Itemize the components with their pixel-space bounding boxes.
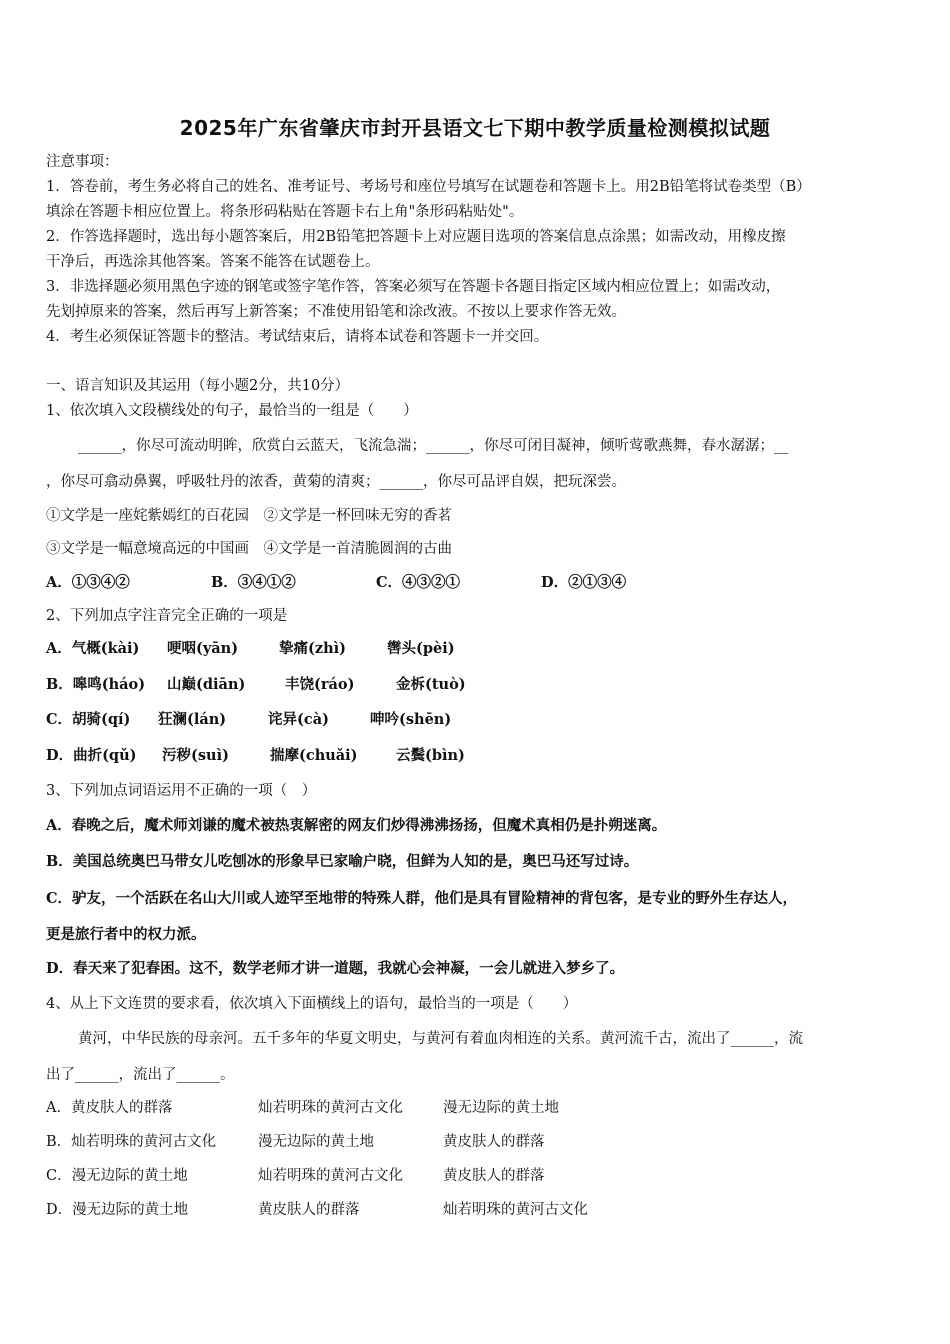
question-2-stem: 2、下列加点字注音完全正确的一项是: [46, 608, 288, 624]
notice-heading: 注意事项：: [46, 154, 119, 170]
question-1-passage: ，你尽可翕动鼻翼，呼吸牡丹的浓香，黄菊的清爽；______，你尽可品评自娱，把玩深尝。: [46, 474, 626, 490]
question-4-option-a[interactable]: [46, 1098, 910, 1118]
question-2-option-a[interactable]: [46, 639, 910, 659]
question-3-option-d[interactable]: D．春天来了犯春困。这不，数学老师才讲一道题，我就心会神凝，一会儿就进入梦乡了。: [46, 960, 625, 977]
question-3-stem: 3、下列加点词语运用不正确的一项（ ）: [46, 783, 317, 799]
question-1-passage: ______，你尽可流动明眸，欣赏白云蓝天，飞流急湍；______，你尽可闭目凝神，倾听莺歌燕舞，春水潺潺；__: [78, 438, 789, 454]
option-d[interactable]: D．②①③④: [541, 574, 627, 591]
question-1-stem: 1、依次填入文段横线处的句子，最恰当的一组是（ ）: [46, 403, 418, 419]
question-4-stem: 4、从上下文连贯的要求看，依次填入下面横线上的语句，最恰当的一项是（ ）: [46, 996, 578, 1012]
question-3-option-a[interactable]: A．春晚之后，魔术师刘谦的魔术被热衷解密的网友们炒得沸沸扬扬，但魔术真相仍是扑朔迷离。: [46, 817, 667, 834]
option-phrase: 漫无边际的黄土地: [258, 1134, 374, 1150]
page-title: 2025年广东省肇庆市封开县语文七下期中教学质量检测模拟试题: [179, 116, 771, 140]
notice-line: 4．考生必须保证答题卡的整洁。考试结束后，请将本试卷和答题卡一并交回。: [46, 329, 549, 345]
option-word: D．曲折(qǔ): [46, 747, 137, 764]
option-word: B．嗥鸣(háo): [46, 676, 146, 693]
option-word: 金柝(tuò): [396, 676, 466, 693]
section-heading: 一、语言知识及其运用（每小题2分，共10分）: [46, 378, 350, 394]
question-2-option-b[interactable]: [46, 675, 910, 695]
option-word: 诧异(cà): [268, 711, 329, 728]
question-4-option-d[interactable]: [46, 1200, 910, 1220]
option-a[interactable]: A．①③④②: [46, 574, 130, 591]
option-b[interactable]: B．③④①②: [211, 574, 296, 591]
question-2-option-c[interactable]: [46, 710, 910, 730]
option-c[interactable]: C．④③②①: [376, 574, 461, 591]
option-phrase: 灿若明珠的黄河古文化: [443, 1202, 588, 1218]
notice-line: 填涂在答题卡相应位置上。将条形码粘贴在答题卡右上角"条形码粘贴处"。: [46, 204, 524, 220]
question-4-passage: 黄河，中华民族的母亲河。五千多年的华夏文明史，与黄河有着血肉相连的关系。黄河流千古，流出了______，流: [78, 1031, 803, 1047]
option-word: C．胡骑(qí): [46, 711, 131, 728]
option-phrase: 漫无边际的黄土地: [443, 1100, 559, 1116]
option-phrase: 黄皮肤人的群落: [443, 1168, 545, 1184]
option-word: 挚痛(zhì): [279, 640, 347, 657]
notice-line: 先划掉原来的答案，然后再写上新答案；不准使用铅笔和涂改液。不按以上要求作答无效。: [46, 304, 626, 320]
option-word: 污秽(suì): [162, 747, 229, 764]
option-word: 狂澜(lán): [158, 711, 227, 728]
option-word: 辔头(pèi): [387, 640, 455, 657]
notice-line: 2．作答选择题时，选出每小题答案后，用2B铅笔把答题卡上对应题目选项的答案信息点涂黑；如需改动，用橡皮擦: [46, 229, 786, 245]
question-2-option-d[interactable]: [46, 746, 910, 766]
question-1-items: ③文学是一幅意境高远的中国画 ④文学是一首清脆圆润的古曲: [46, 541, 452, 557]
option-phrase: C．漫无边际的黄土地: [46, 1168, 188, 1184]
notice-line: 3．非选择题必须用黑色字迹的钢笔或签字笔作答，答案必须写在答题卡各题目指定区域内相应位置上；如需改动，: [46, 279, 781, 295]
option-phrase: D．漫无边际的黄土地: [46, 1202, 189, 1218]
question-1-items: ①文学是一座姹紫嫣红的百花园 ②文学是一杯回味无穷的香茗: [46, 508, 452, 524]
option-word: 哽咽(yān): [167, 640, 239, 657]
option-phrase: 灿若明珠的黄河古文化: [258, 1100, 403, 1116]
option-phrase: 黄皮肤人的群落: [258, 1202, 360, 1218]
question-3-option-b[interactable]: B．美国总统奥巴马带女儿吃刨冰的形象早已家喻户晓，但鲜为人知的是，奥巴马还写过诗。: [46, 853, 639, 870]
option-phrase: 黄皮肤人的群落: [443, 1134, 545, 1150]
option-word: 丰饶(ráo): [285, 676, 355, 693]
notice-line: 干净后，再选涂其他答案。答案不能答在试题卷上。: [46, 254, 380, 270]
option-phrase: B．灿若明珠的黄河古文化: [46, 1134, 217, 1150]
option-phrase: 灿若明珠的黄河古文化: [258, 1168, 403, 1184]
question-4-option-b[interactable]: [46, 1132, 910, 1152]
option-phrase: A．黄皮肤人的群落: [46, 1100, 173, 1116]
question-1-options: [46, 573, 910, 593]
question-4-passage: 出了______，流出了______。: [46, 1067, 235, 1083]
option-word: 揣摩(chuǎi): [270, 747, 358, 764]
option-word: 山巅(diān): [167, 676, 246, 693]
option-word: 呻吟(shēn): [370, 711, 452, 728]
question-4-option-c[interactable]: [46, 1166, 910, 1186]
notice-line: 1．答卷前，考生务必将自己的姓名、准考证号、考场号和座位号填写在试题卷和答题卡上。用2B铅笔将试卷类型（B）: [46, 179, 811, 195]
question-3-option-c-cont: 更是旅行者中的权力派。: [46, 926, 206, 943]
option-word: 云鬓(bìn): [396, 747, 465, 764]
option-word: A．气概(kài): [46, 640, 140, 657]
question-3-option-c[interactable]: C．驴友，一个活跃在名山大川或人迹罕至地带的特殊人群，他们是具有冒险精神的背包客，是专业的野外生存达人，: [46, 890, 798, 907]
